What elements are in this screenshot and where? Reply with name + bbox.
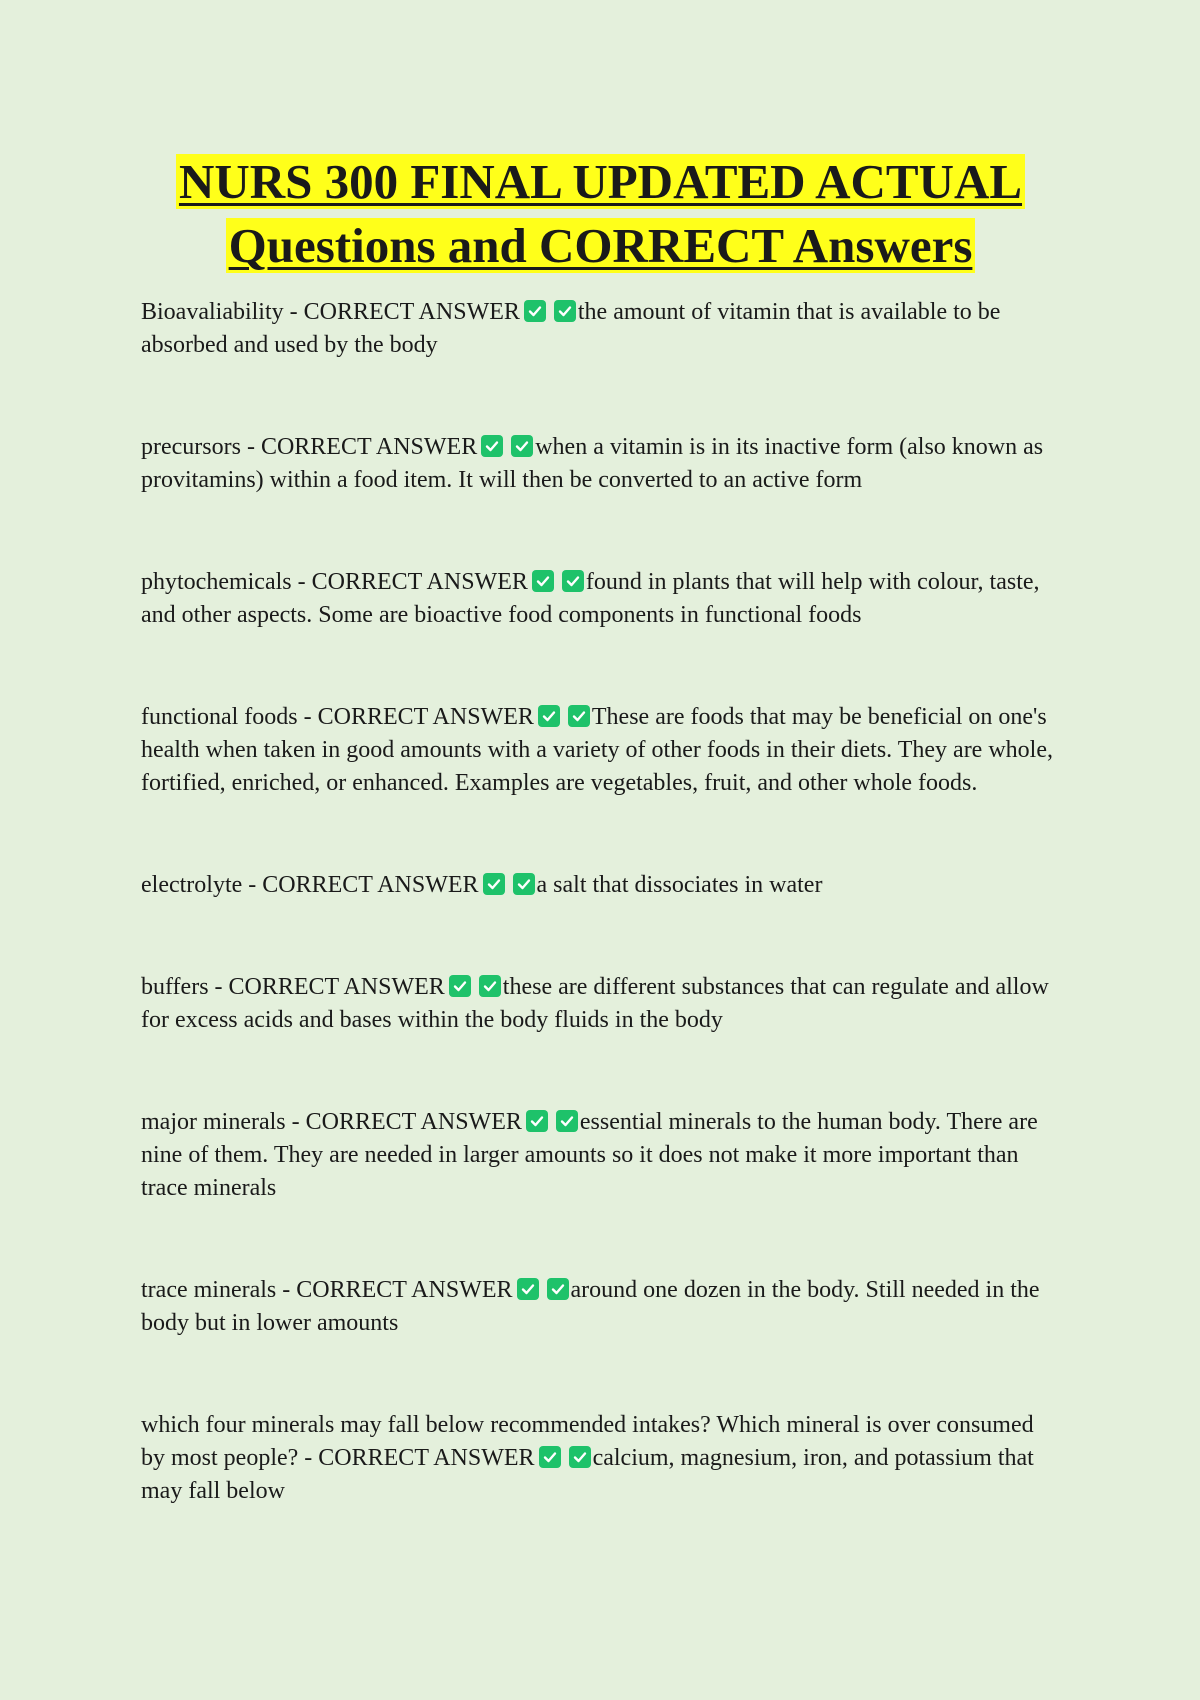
qa-term: trace minerals - CORRECT ANSWER	[141, 1277, 513, 1303]
check-box-icon	[517, 1278, 539, 1300]
qa-item	[141, 1274, 1060, 1340]
qa-answer: around one dozen in the body. Still needed in the body but in lower amounts	[141, 1277, 1040, 1336]
qa-term: major minerals - CORRECT ANSWER	[141, 1109, 522, 1135]
check-box-icon	[554, 300, 576, 322]
qa-term: precursors - CORRECT ANSWER	[141, 434, 478, 460]
check-box-icon	[481, 435, 503, 457]
check-box-icon	[547, 1278, 569, 1300]
document-title	[141, 150, 1060, 278]
qa-answer: These are foods that may be beneficial on one's health when taken in good amounts with a variety of other foods in their diets. They are whole, fortified, enriched, or enhanced. Examples are vegetables, fruit, and other whole foods.	[141, 704, 1053, 796]
qa-item	[141, 431, 1060, 497]
check-box-icon	[524, 300, 546, 322]
qa-item	[141, 1409, 1060, 1508]
qa-item	[141, 869, 1060, 902]
qa-answer: when a vitamin is in its inactive form (also known as provitamins) within a food item. It will then be converted to an active form	[141, 434, 1044, 493]
qa-term: phytochemicals - CORRECT ANSWER	[141, 569, 528, 595]
qa-item	[141, 566, 1060, 632]
check-box-icon	[569, 1446, 591, 1468]
title-line-2: Questions and CORRECT Answers	[226, 218, 976, 273]
check-box-icon	[556, 1110, 578, 1132]
qa-term: electrolyte - CORRECT ANSWER	[141, 872, 479, 898]
check-box-icon	[513, 873, 535, 895]
check-box-icon	[539, 1446, 561, 1468]
qa-answer: calcium, magnesium, iron, and potassium that may fall below	[141, 1445, 1034, 1504]
qa-answer: the amount of vitamin that is available to be absorbed and used by the body	[141, 299, 1001, 358]
qa-term: Bioavaliability - CORRECT ANSWER	[141, 299, 520, 325]
qa-term: buffers - CORRECT ANSWER	[141, 974, 445, 1000]
qa-item	[141, 296, 1060, 362]
qa-answer: a salt that dissociates in water	[536, 872, 823, 898]
check-box-icon	[568, 705, 590, 727]
check-box-icon	[538, 705, 560, 727]
qa-term: functional foods - CORRECT ANSWER	[141, 704, 534, 730]
title-line-1: NURS 300 FINAL UPDATED ACTUAL	[176, 154, 1025, 209]
check-box-icon	[532, 570, 554, 592]
qa-answer: these are different substances that can regulate and allow for excess acids and bases within the body fluids in the body	[141, 974, 1049, 1033]
qa-item	[141, 971, 1060, 1037]
qa-item	[141, 1106, 1060, 1205]
check-box-icon	[449, 975, 471, 997]
check-box-icon	[526, 1110, 548, 1132]
check-box-icon	[483, 873, 505, 895]
qa-list	[141, 296, 1060, 1508]
qa-answer: found in plants that will help with colour, taste, and other aspects. Some are bioactive food components in functional foods	[141, 569, 1040, 628]
qa-answer: essential minerals to the human body. There are nine of them. They are needed in larger amounts so it does not make it more important than trace minerals	[141, 1109, 1038, 1201]
check-box-icon	[479, 975, 501, 997]
check-box-icon	[562, 570, 584, 592]
check-box-icon	[511, 435, 533, 457]
qa-item	[141, 701, 1060, 800]
qa-term: which four minerals may fall below recommended intakes? Which mineral is over consumed by most people? - CORRECT ANSWER	[141, 1412, 1034, 1471]
